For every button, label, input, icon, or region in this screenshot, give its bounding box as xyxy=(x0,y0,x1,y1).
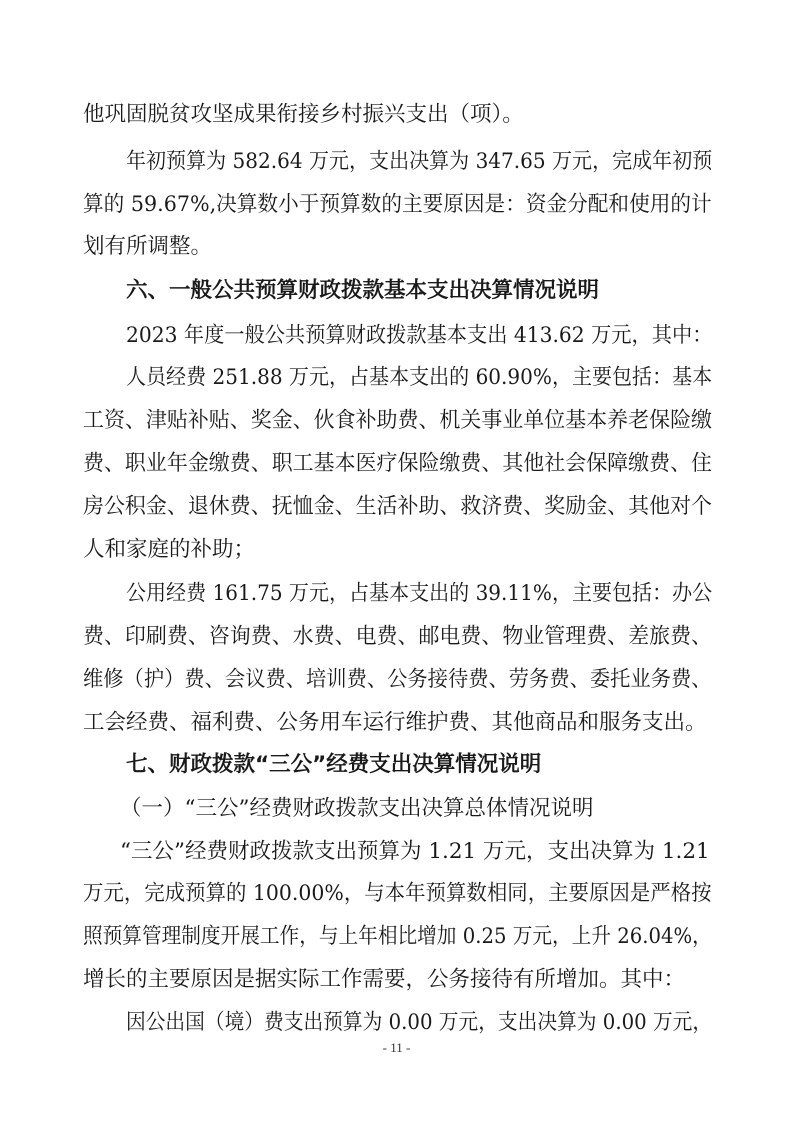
paragraph-line xyxy=(0,229,793,265)
text-line: 维修（护）费、会议费、培训费、公务接待费、劳务费、委托业务费、 xyxy=(83,667,712,692)
paragraph-line xyxy=(0,876,793,912)
paragraph-line xyxy=(0,360,793,396)
text-line: 增长的主要原因是据实际工作需要，公务接待有所增加。其中： xyxy=(83,967,686,992)
heading-text: 六、一般公共预算财政拨款基本支出决算情况说明 xyxy=(126,278,600,303)
text-line: “三公”经费财政拨款支出预算为 1.21 万元，支出决算为 1.21 xyxy=(120,839,710,864)
heading-text: 七、财政拨款“三公”经费支出决算情况说明 xyxy=(126,752,542,777)
section-heading-6 xyxy=(0,273,793,309)
text-line: 他巩固脱贫攻坚成果衔接乡村振兴支出（项）。 xyxy=(83,102,524,127)
paragraph-line xyxy=(0,919,793,955)
paragraph-line xyxy=(0,834,793,870)
text-line: 人和家庭的补助； xyxy=(83,537,256,562)
paragraph-line xyxy=(0,144,793,180)
text-line: 人员经费 251.88 万元，占基本支出的 60.90%，主要包括：基本 xyxy=(126,365,713,390)
text-line: 2023 年度一般公共预算财政拨款基本支出 413.62 万元，其中： xyxy=(126,323,713,348)
text-line: 照预算管理制度开展工作，与上年相比增加 0.25 万元，上升 26.04%， xyxy=(83,924,712,949)
text-line: 因公出国（境）费支出预算为 0.00 万元，支出决算为 0.00 万元， xyxy=(126,1010,713,1035)
subsection-heading xyxy=(0,791,793,827)
text-line: 公用经费 161.75 万元，占基本支出的 39.11%，主要包括：办公 xyxy=(126,581,713,606)
paragraph-line xyxy=(0,489,793,525)
text-line: （一）“三公”经费财政拨款支出决算总体情况说明 xyxy=(120,796,594,821)
paragraph-line xyxy=(0,705,793,741)
text-line: 年初预算为 582.64 万元，支出决算为 347.65 万元，完成年初预 xyxy=(126,149,713,174)
paragraph-line xyxy=(0,1005,793,1041)
paragraph-line xyxy=(0,318,793,354)
section-heading-7 xyxy=(0,747,793,783)
paragraph-line xyxy=(0,446,793,482)
paragraph-line xyxy=(0,403,793,439)
paragraph-line xyxy=(0,532,793,568)
paragraph-line xyxy=(0,576,793,612)
text-line: 算的 59.67%,决算数小于预算数的主要原因是：资金分配和使用的计 xyxy=(83,192,712,217)
text-line: 划有所调整。 xyxy=(83,234,213,259)
text-line: 费、职业年金缴费、职工基本医疗保险缴费、其他社会保障缴费、住 xyxy=(83,451,713,476)
text-line: 工资、津贴补贴、奖金、伙食补助费、机关事业单位基本养老保险缴 xyxy=(83,408,713,433)
paragraph-line xyxy=(0,619,793,655)
paragraph-line xyxy=(0,662,793,698)
text-line: 万元，完成预算的 100.00%，与本年预算数相同，主要原因是严格按 xyxy=(83,881,712,906)
paragraph-line xyxy=(0,97,793,133)
paragraph-line xyxy=(0,962,793,998)
text-line: 工会经费、福利费、公务用车运行维护费、其他商品和服务支出。 xyxy=(83,710,707,735)
paragraph-line xyxy=(0,187,793,223)
text-line: 费、印刷费、咨询费、水费、电费、邮电费、物业管理费、差旅费、 xyxy=(83,624,713,649)
page-number: - 11 - xyxy=(382,1040,411,1055)
text-line: 房公积金、退休费、抚恤金、生活补助、救济费、奖励金、其他对个 xyxy=(83,494,713,519)
